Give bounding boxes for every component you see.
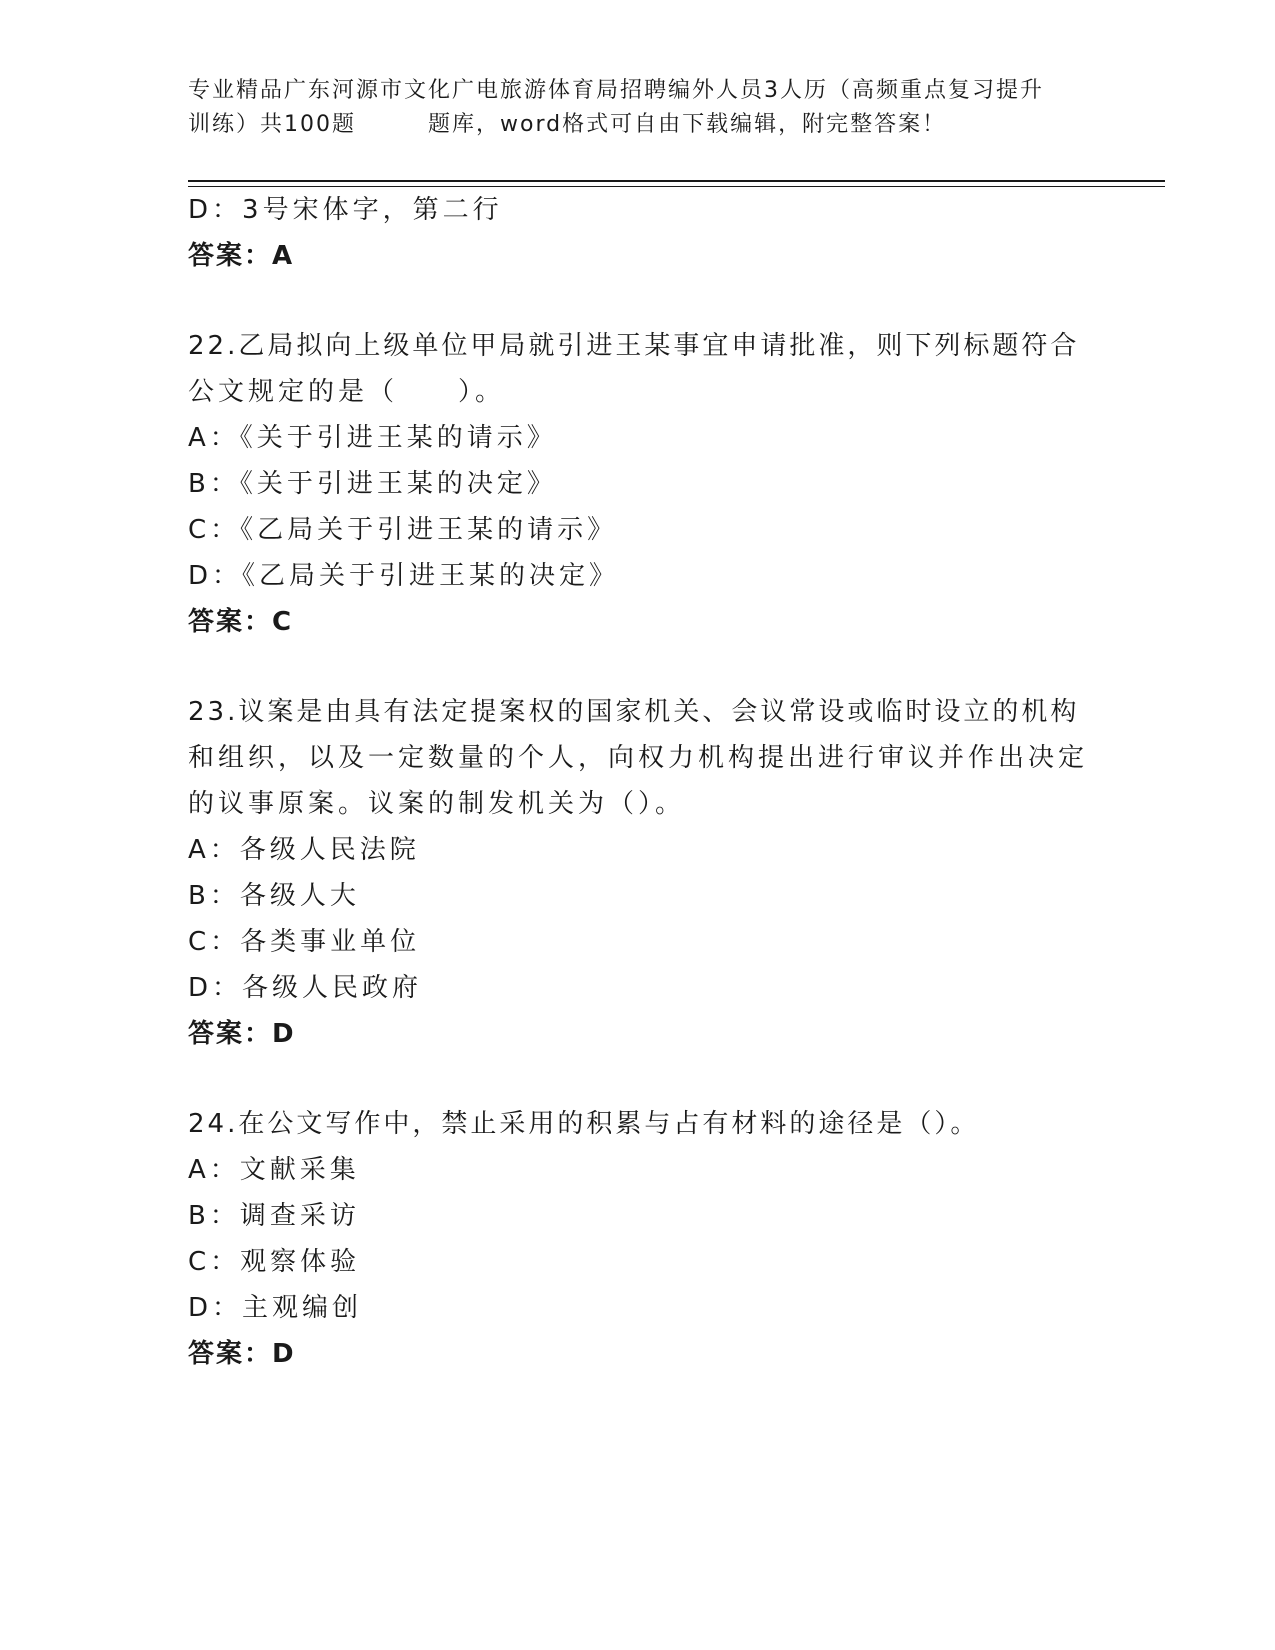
header-line-2 (188, 108, 1118, 142)
question-24 (188, 1101, 1088, 1377)
header-rule-thick (188, 180, 1165, 182)
question-23 (188, 689, 1088, 1057)
option-d: D：各级人民政府 (188, 973, 423, 1003)
option-a: A：文献采集 (188, 1155, 360, 1185)
prev-option-d: D：3号宋体字，第二行 (188, 195, 503, 225)
answer: 答案：D (188, 1339, 296, 1369)
question-text: 公文规定的是（ ）。 (188, 377, 506, 407)
option-c: C：各类事业单位 (188, 927, 421, 957)
option-d: D：主观编创 (188, 1293, 363, 1323)
answer: 答案：D (188, 1019, 296, 1049)
option-d: D：《乙局关于引进王某的决定》 (188, 561, 620, 591)
option-a: A：各级人民法院 (188, 835, 420, 865)
question-22 (188, 323, 1088, 645)
header-line-1: 专业精品广东河源市文化广电旅游体育局招聘编外人员3人历（高频重点复习提升 (188, 78, 1044, 103)
answer: 答案：C (188, 607, 294, 637)
prev-answer: 答案：A (188, 241, 295, 271)
option-a: A：《关于引进王某的请示》 (188, 423, 557, 453)
option-b: B：《关于引进王某的决定》 (188, 469, 557, 499)
option-b: B：各级人大 (188, 881, 360, 911)
option-c: C：《乙局关于引进王某的请示》 (188, 515, 618, 545)
document-header (188, 74, 1118, 142)
question-text: 23.议案是由具有法定提案权的国家机关、会议常设或临时设立的机构 (188, 697, 1080, 727)
question-text: 22.乙局拟向上级单位甲局就引进王某事宜申请批准，则下列标题符合 (188, 331, 1080, 361)
option-b: B：调查采访 (188, 1201, 360, 1231)
question-text: 24.在公文写作中，禁止采用的积累与占有材料的途径是（）。 (188, 1109, 980, 1139)
option-c: C：观察体验 (188, 1247, 361, 1277)
header-line-2-part-2: 题库，word格式可自由下载编辑，附完整答案！ (428, 112, 947, 137)
document-body (188, 187, 1088, 1377)
header-line-2-part-1: 训练）共100题 (188, 112, 356, 137)
question-text: 的议事原案。议案的制发机关为（）。 (188, 789, 686, 819)
question-text: 和组织，以及一定数量的个人，向权力机构提出进行审议并作出决定 (188, 743, 1089, 773)
